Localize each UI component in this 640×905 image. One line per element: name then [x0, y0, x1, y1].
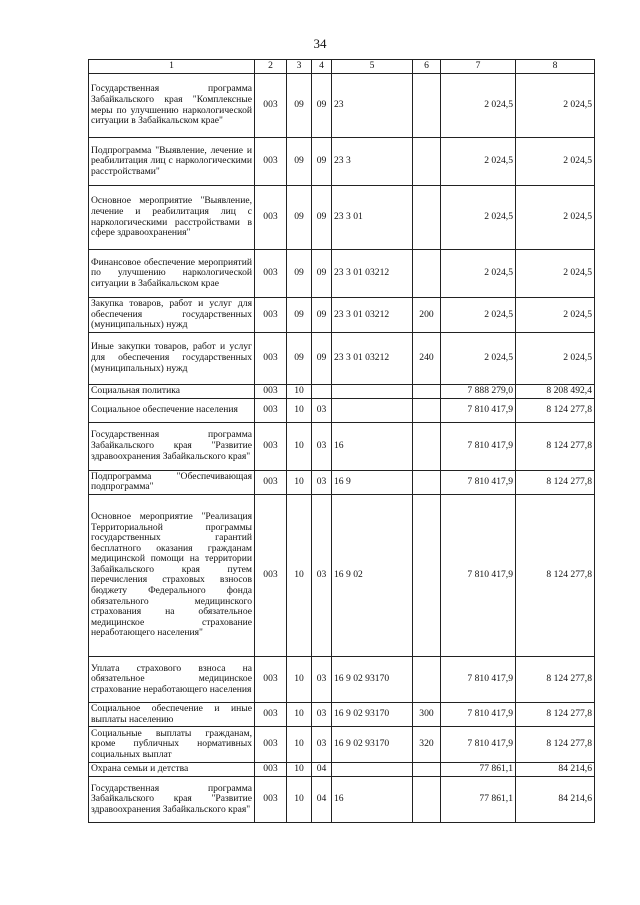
cell-c8: 8 124 277,8	[516, 422, 595, 470]
cell-c6	[413, 494, 441, 656]
cell-c8: 2 024,5	[516, 332, 595, 384]
cell-c3: 10	[287, 398, 312, 422]
cell-c6	[413, 656, 441, 702]
row-label: Государственная программа Забайкальского края "Комплексные меры по улучшению наркологической ситуации в Забайкальском крае"	[89, 74, 255, 138]
cell-c4	[312, 384, 332, 398]
cell-c5: 23 3 01 03212	[332, 250, 413, 298]
page-number: 34	[313, 36, 327, 51]
cell-c7: 7 810 417,9	[441, 422, 516, 470]
cell-c3: 09	[287, 74, 312, 138]
cell-c6	[413, 763, 441, 777]
cell-c6	[413, 186, 441, 250]
cell-c7: 77 861,1	[441, 763, 516, 777]
cell-c7: 2 024,5	[441, 138, 516, 186]
cell-c6: 200	[413, 298, 441, 333]
cell-c7: 7 810 417,9	[441, 702, 516, 726]
row-label: Социальная политика	[89, 384, 255, 398]
column-header: 4	[312, 60, 332, 74]
cell-c8: 2 024,5	[516, 250, 595, 298]
column-header: 7	[441, 60, 516, 74]
cell-c4: 03	[312, 470, 332, 494]
cell-c4: 09	[312, 298, 332, 333]
table-row	[89, 727, 595, 763]
cell-c7: 7 888 279,0	[441, 384, 516, 398]
cell-c6: 320	[413, 727, 441, 763]
column-header: 3	[287, 60, 312, 74]
cell-c8: 2 024,5	[516, 138, 595, 186]
row-label: Иные закупки товаров, работ и услуг для обеспечения государственных (муниципальных) нужд	[89, 332, 255, 384]
cell-c2: 003	[255, 250, 287, 298]
cell-c3: 10	[287, 384, 312, 398]
budget-table	[88, 59, 595, 823]
cell-c6	[413, 74, 441, 138]
row-label: Государственная программа Забайкальского края "Развитие здравоохранения Забайкальского края"	[89, 777, 255, 823]
cell-c6	[413, 138, 441, 186]
cell-c2: 003	[255, 470, 287, 494]
cell-c4: 09	[312, 332, 332, 384]
cell-c5: 16 9 02	[332, 494, 413, 656]
cell-c8: 84 214,6	[516, 777, 595, 823]
row-label: Подпрограмма "Обеспечивающая подпрограмма"	[89, 470, 255, 494]
row-label: Подпрограмма "Выявление, лечение и реабилитация лиц с наркологическими расстройствами"	[89, 138, 255, 186]
cell-c5: 16	[332, 422, 413, 470]
cell-c8: 2 024,5	[516, 74, 595, 138]
cell-c5: 23 3	[332, 138, 413, 186]
cell-c2: 003	[255, 422, 287, 470]
cell-c5: 16 9 02 93170	[332, 702, 413, 726]
cell-c4: 03	[312, 727, 332, 763]
cell-c8: 8 124 277,8	[516, 398, 595, 422]
cell-c5: 16	[332, 777, 413, 823]
cell-c7: 2 024,5	[441, 74, 516, 138]
cell-c8: 8 124 277,8	[516, 727, 595, 763]
cell-c7: 2 024,5	[441, 332, 516, 384]
cell-c5: 23	[332, 74, 413, 138]
cell-c6	[413, 422, 441, 470]
cell-c6	[413, 398, 441, 422]
cell-c3: 10	[287, 763, 312, 777]
table-row	[89, 398, 595, 422]
table-row	[89, 74, 595, 138]
table-row	[89, 250, 595, 298]
cell-c5: 23 3 01 03212	[332, 298, 413, 333]
cell-c4: 03	[312, 656, 332, 702]
cell-c8: 8 124 277,8	[516, 494, 595, 656]
cell-c2: 003	[255, 494, 287, 656]
table-row	[89, 332, 595, 384]
cell-c3: 09	[287, 186, 312, 250]
cell-c3: 09	[287, 250, 312, 298]
table-row	[89, 384, 595, 398]
cell-c4: 09	[312, 138, 332, 186]
table-row	[89, 763, 595, 777]
cell-c7: 7 810 417,9	[441, 398, 516, 422]
column-header: 8	[516, 60, 595, 74]
cell-c3: 10	[287, 656, 312, 702]
cell-c6: 300	[413, 702, 441, 726]
table-body	[89, 60, 595, 823]
cell-c2: 003	[255, 332, 287, 384]
cell-c6	[413, 250, 441, 298]
cell-c5	[332, 763, 413, 777]
cell-c2: 003	[255, 298, 287, 333]
column-header: 6	[413, 60, 441, 74]
cell-c6: 240	[413, 332, 441, 384]
cell-c2: 003	[255, 656, 287, 702]
cell-c3: 10	[287, 727, 312, 763]
cell-c5: 23 3 01 03212	[332, 332, 413, 384]
cell-c7: 2 024,5	[441, 250, 516, 298]
row-label: Государственная программа Забайкальского края "Развитие здравоохранения Забайкальского края"	[89, 422, 255, 470]
cell-c5	[332, 398, 413, 422]
table-row	[89, 470, 595, 494]
row-label: Основное мероприятие "Реализация Территориальной программы государственных гарантий бесплатного оказания гражданам медицинской помощи на территории Забайкальского края путем перечисления страховых взносов бюджету Федерального фонда обязательного медицинского страхования на обязательное медицинское страхование неработающего населения"	[89, 494, 255, 656]
cell-c4: 03	[312, 398, 332, 422]
cell-c6	[413, 470, 441, 494]
table-row	[89, 186, 595, 250]
cell-c7: 2 024,5	[441, 298, 516, 333]
cell-c2: 003	[255, 727, 287, 763]
table-row	[89, 702, 595, 726]
cell-c7: 7 810 417,9	[441, 727, 516, 763]
cell-c7: 7 810 417,9	[441, 656, 516, 702]
table-row	[89, 422, 595, 470]
cell-c8: 8 124 277,8	[516, 702, 595, 726]
cell-c4: 03	[312, 702, 332, 726]
cell-c2: 003	[255, 398, 287, 422]
table-row	[89, 138, 595, 186]
column-header: 2	[255, 60, 287, 74]
cell-c8: 8 124 277,8	[516, 470, 595, 494]
cell-c3: 10	[287, 702, 312, 726]
cell-c5: 16 9	[332, 470, 413, 494]
cell-c4: 09	[312, 250, 332, 298]
row-label: Социальное обеспечение и иные выплаты населению	[89, 702, 255, 726]
cell-c2: 003	[255, 384, 287, 398]
cell-c8: 8 208 492,4	[516, 384, 595, 398]
row-label: Социальное обеспечение населения	[89, 398, 255, 422]
cell-c4: 03	[312, 494, 332, 656]
cell-c7: 7 810 417,9	[441, 494, 516, 656]
cell-c3: 09	[287, 298, 312, 333]
cell-c3: 10	[287, 777, 312, 823]
cell-c3: 09	[287, 138, 312, 186]
cell-c5: 16 9 02 93170	[332, 727, 413, 763]
row-label: Финансовое обеспечение мероприятий по улучшению наркологической ситуации в Забайкальском крае	[89, 250, 255, 298]
table-row	[89, 777, 595, 823]
row-label: Уплата страхового взноса на обязательное медицинское страхование неработающего населения	[89, 656, 255, 702]
cell-c4: 09	[312, 186, 332, 250]
row-label: Охрана семьи и детства	[89, 763, 255, 777]
cell-c8: 8 124 277,8	[516, 656, 595, 702]
cell-c6	[413, 777, 441, 823]
cell-c7: 2 024,5	[441, 186, 516, 250]
cell-c5: 16 9 02 93170	[332, 656, 413, 702]
table-row	[89, 494, 595, 656]
cell-c3: 09	[287, 332, 312, 384]
cell-c2: 003	[255, 186, 287, 250]
cell-c7: 77 861,1	[441, 777, 516, 823]
cell-c6	[413, 384, 441, 398]
row-label: Основное мероприятие "Выявление, лечение и реабилитация лиц с наркологическими расстройствами в сфере здравоохранения"	[89, 186, 255, 250]
cell-c2: 003	[255, 138, 287, 186]
table-row	[89, 298, 595, 333]
cell-c8: 84 214,6	[516, 763, 595, 777]
cell-c4: 03	[312, 422, 332, 470]
cell-c8: 2 024,5	[516, 186, 595, 250]
table-row	[89, 656, 595, 702]
cell-c7: 7 810 417,9	[441, 470, 516, 494]
cell-c5	[332, 384, 413, 398]
cell-c2: 003	[255, 777, 287, 823]
column-header: 5	[332, 60, 413, 74]
column-header: 1	[89, 60, 255, 74]
cell-c8: 2 024,5	[516, 298, 595, 333]
cell-c4: 04	[312, 777, 332, 823]
header-row	[89, 60, 595, 74]
row-label: Закупка товаров, работ и услуг для обеспечения государственных (муниципальных) нужд	[89, 298, 255, 333]
cell-c2: 003	[255, 763, 287, 777]
cell-c2: 003	[255, 702, 287, 726]
cell-c4: 04	[312, 763, 332, 777]
cell-c4: 09	[312, 74, 332, 138]
cell-c3: 10	[287, 494, 312, 656]
cell-c5: 23 3 01	[332, 186, 413, 250]
cell-c3: 10	[287, 422, 312, 470]
cell-c2: 003	[255, 74, 287, 138]
cell-c3: 10	[287, 470, 312, 494]
row-label: Социальные выплаты гражданам, кроме публичных нормативных социальных выплат	[89, 727, 255, 763]
